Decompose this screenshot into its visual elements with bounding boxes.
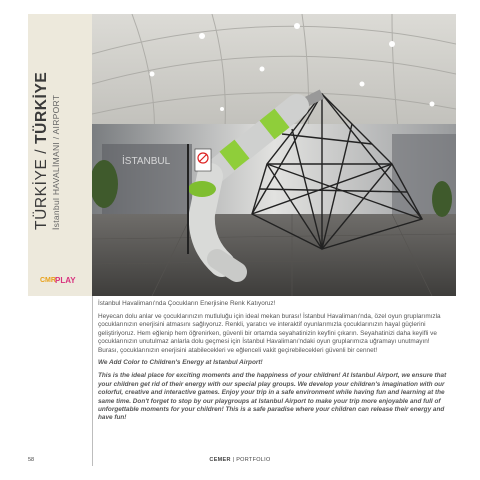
brand-separator: | [230, 457, 237, 463]
playground-photo [92, 14, 456, 296]
terminal-sign-text: İSTANBUL [122, 156, 171, 167]
location-subtitle: İstanbul HAVALİMANI / AIRPORT [50, 94, 61, 230]
sidebar-vertical-title [34, 72, 60, 230]
divider-line [92, 296, 93, 466]
body-english: This is the ideal place for exciting moments and the happiness of your children! At Istanbul Airport, we ensure that your children get rid of their energy with our special play groups. We develop your children's imagination with our colorful, creative and interactive games. Enjoy your trip in a safe environment while having fun and learning at the same time. Don't forget to stop by our playgroups at Istanbul Airport to make your trip more enjoyable and full of unforgettable moments for your children! This is a safe paradise where your children can release their energy and have fun! [98, 372, 447, 422]
logo-text-cmr: CMR [40, 277, 56, 284]
heading-english: We Add Color to Children's Energy at Istanbul Airport! [98, 359, 263, 367]
cmr-play-logo [40, 270, 76, 286]
body-turkish: Heyecan dolu anlar ve çocuklarınızın mutluluğu için ideal mekan burası! İstanbul Havalimanı'nda, özel oyun gruplarımızla çocuklarınızın enerjisini atmasını sağlıyoruz. Renkli, yaratıcı ve interaktif oyunlarımızla çocuklarınızın hayal güçlerini geliştiriyoruz. Hem eğlenip hem öğrenirken, güvenli bir ortamda seyahatinizin keyfini çıkarın. Seyahatinizi daha keyifli ve çocuklarınızın unutulmaz anlarla dolu geçmesi için İstanbul Havalimanı'ndaki oyun gruplarımıza uğramayı unutmayın! Burası, çocuklarınızın enerjisini atabilecekleri ve eğlenceli vakit geçirebilecekleri güvenli bir cennet! [98, 312, 441, 354]
section-name: PORTFOLIO [236, 457, 271, 463]
footer-brand [0, 457, 480, 463]
brand-name: CEMER [209, 457, 231, 463]
article-section [92, 296, 454, 480]
location-title [34, 72, 50, 230]
floor [92, 214, 456, 296]
title-country-bold: TÜRKİYE [33, 71, 50, 144]
logo-text-play: PLAY [55, 276, 76, 285]
page-number: 58 [28, 457, 35, 463]
title-country-light: TÜRKİYE / [33, 143, 50, 230]
heading-turkish: İstanbul Havalimanı'nda Çocukların Enerjisine Renk Katıyoruz! [98, 300, 276, 307]
article-content [98, 300, 450, 427]
